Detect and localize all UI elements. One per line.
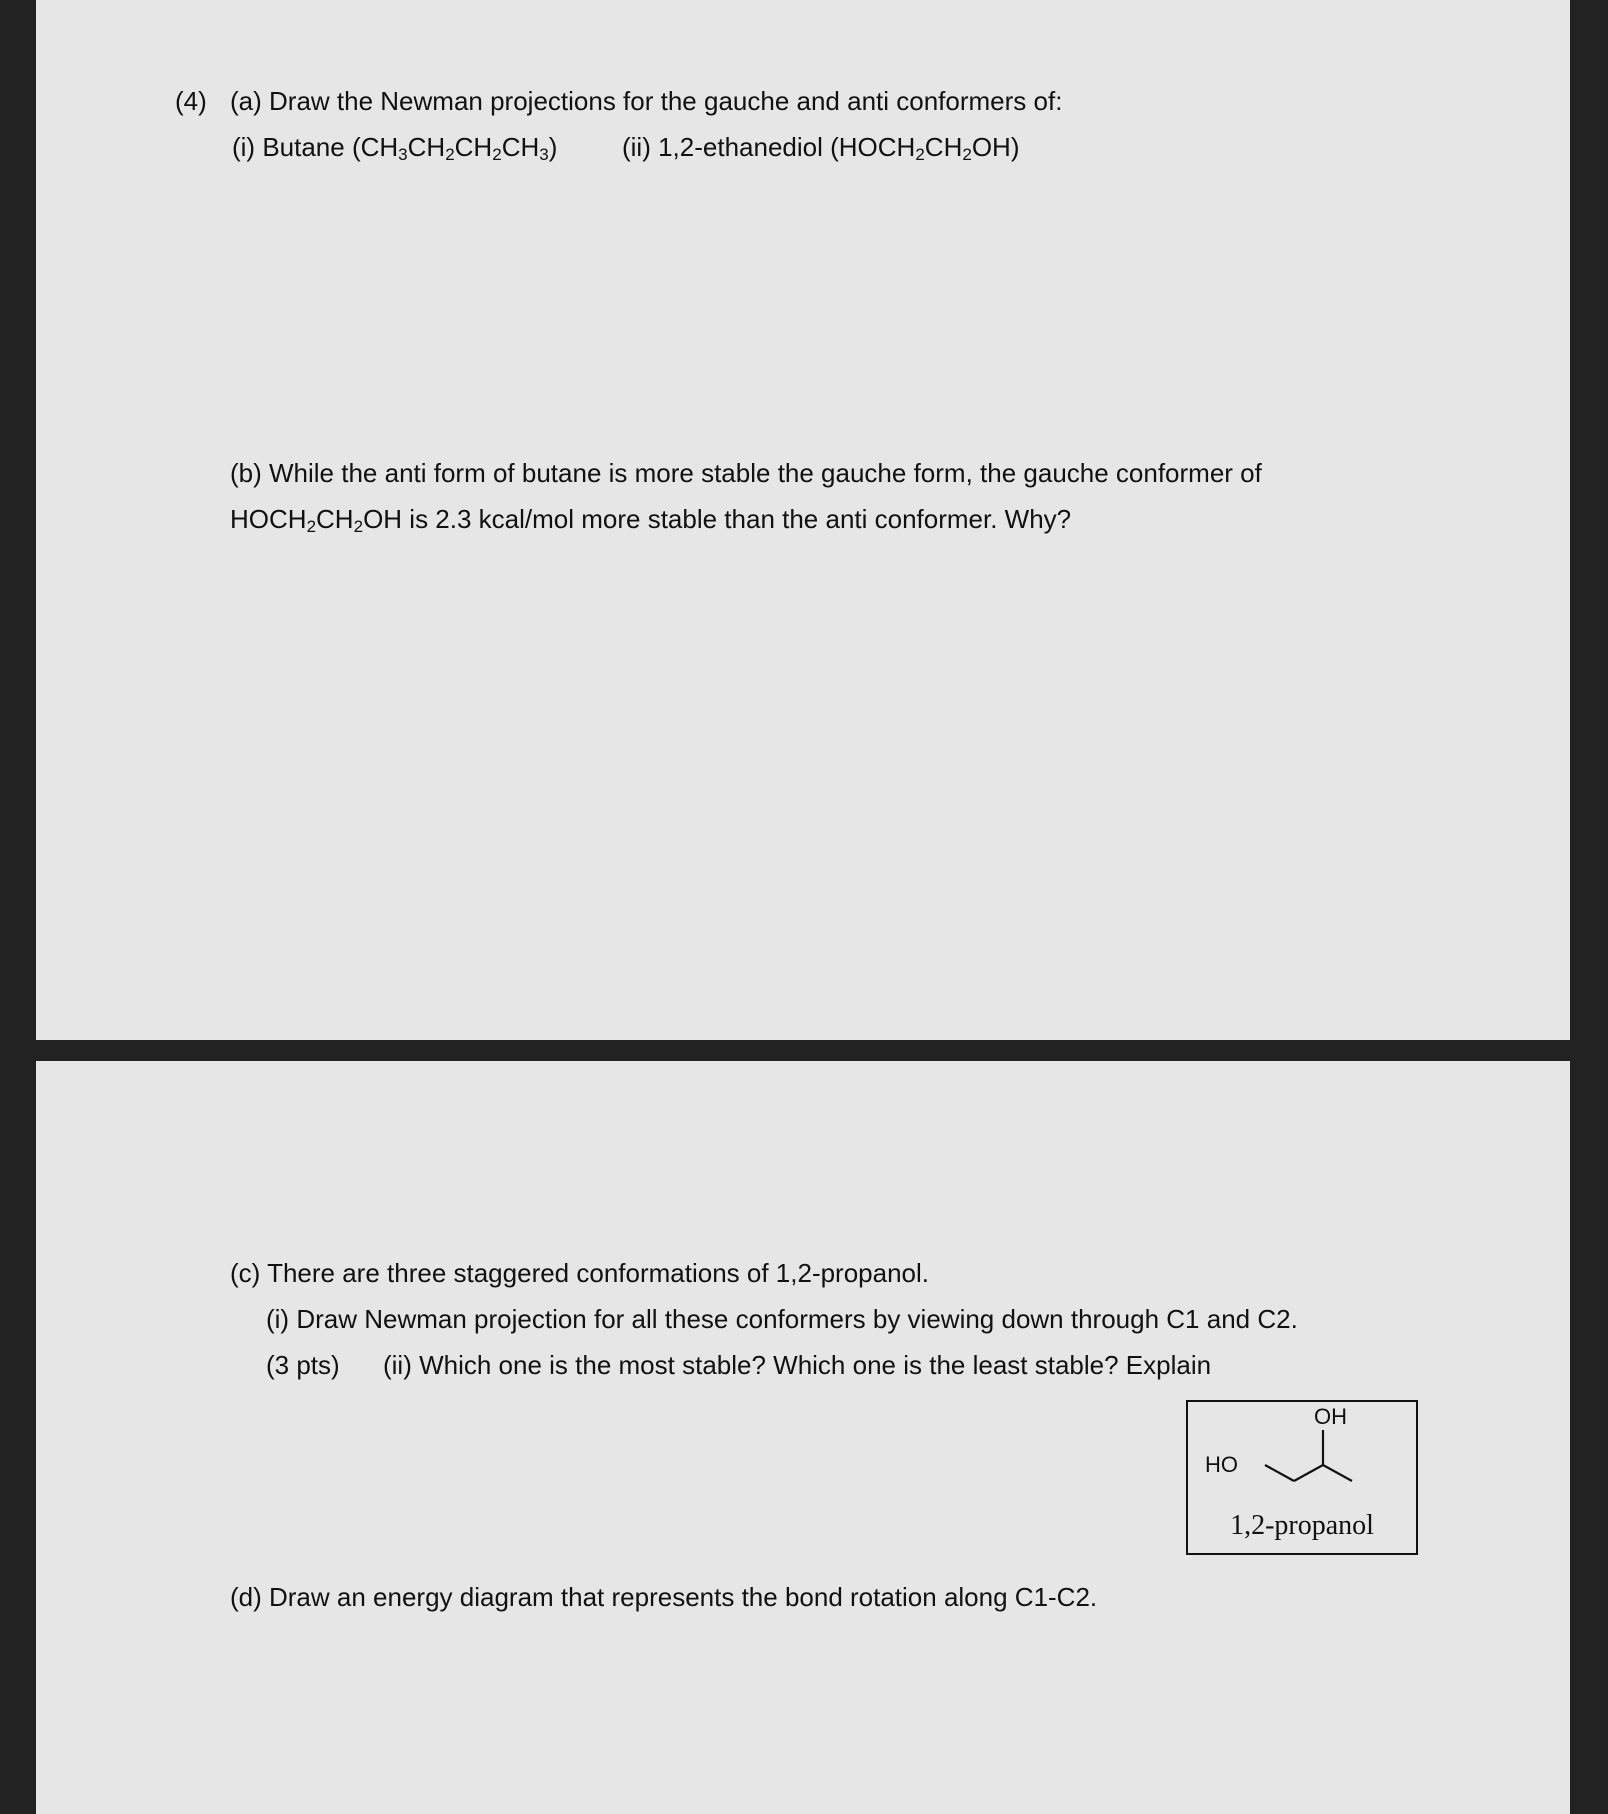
question-4c-points: (3 pts) <box>266 1350 340 1380</box>
molecule-caption: 1,2-propanol <box>1230 1510 1374 1541</box>
question-4a-text: Draw the Newman projections for the gauche and anti conformers of: <box>269 86 1063 116</box>
question-4d-line: (d) Draw an energy diagram that represents the bond rotation along C1-C2. <box>230 1582 1098 1612</box>
hydroxyl-label-left: HO <box>1205 1452 1238 1477</box>
question-4a-item-ii: (ii) 1,2-ethanediol $(HOCH_2CH_2OH)$ <box>622 132 1020 164</box>
bond-c1-c2 <box>1294 1465 1323 1481</box>
bond-c2-c3 <box>1323 1465 1352 1481</box>
question-4a-item-i: (i) Butane $(CH_3CH_2CH_2CH_3)$ <box>232 132 558 164</box>
question-4c-line-1: (c) There are three staggered conformations of 1,2-propanol. <box>230 1258 930 1288</box>
page-1 <box>36 0 1570 1040</box>
question-4-number: (4) <box>175 86 207 116</box>
bond-c1-o <box>1265 1465 1294 1481</box>
question-4c-line-3: (ii) Which one is the most stable? Which one is the least stable? Explain <box>383 1350 1212 1380</box>
question-4b-line-2: $HOCH_2CH_2OH$ is 2.3 kcal/mol more stable than the anti conformer. Why? <box>230 504 1072 536</box>
page-2 <box>36 1061 1570 1814</box>
hydroxyl-label-top: OH <box>1314 1404 1347 1429</box>
question-4b-line-1: (b) While the anti form of butane is more stable the gauche form, the gauche conformer of <box>230 458 1262 488</box>
question-4a-label: (a) <box>230 86 262 116</box>
propanol-structure-box <box>1186 1400 1418 1555</box>
question-4a-prompt <box>230 86 1062 116</box>
question-4c-line-2: (i) Draw Newman projection for all these conformers by viewing down through C1 and C2. <box>266 1304 1298 1334</box>
